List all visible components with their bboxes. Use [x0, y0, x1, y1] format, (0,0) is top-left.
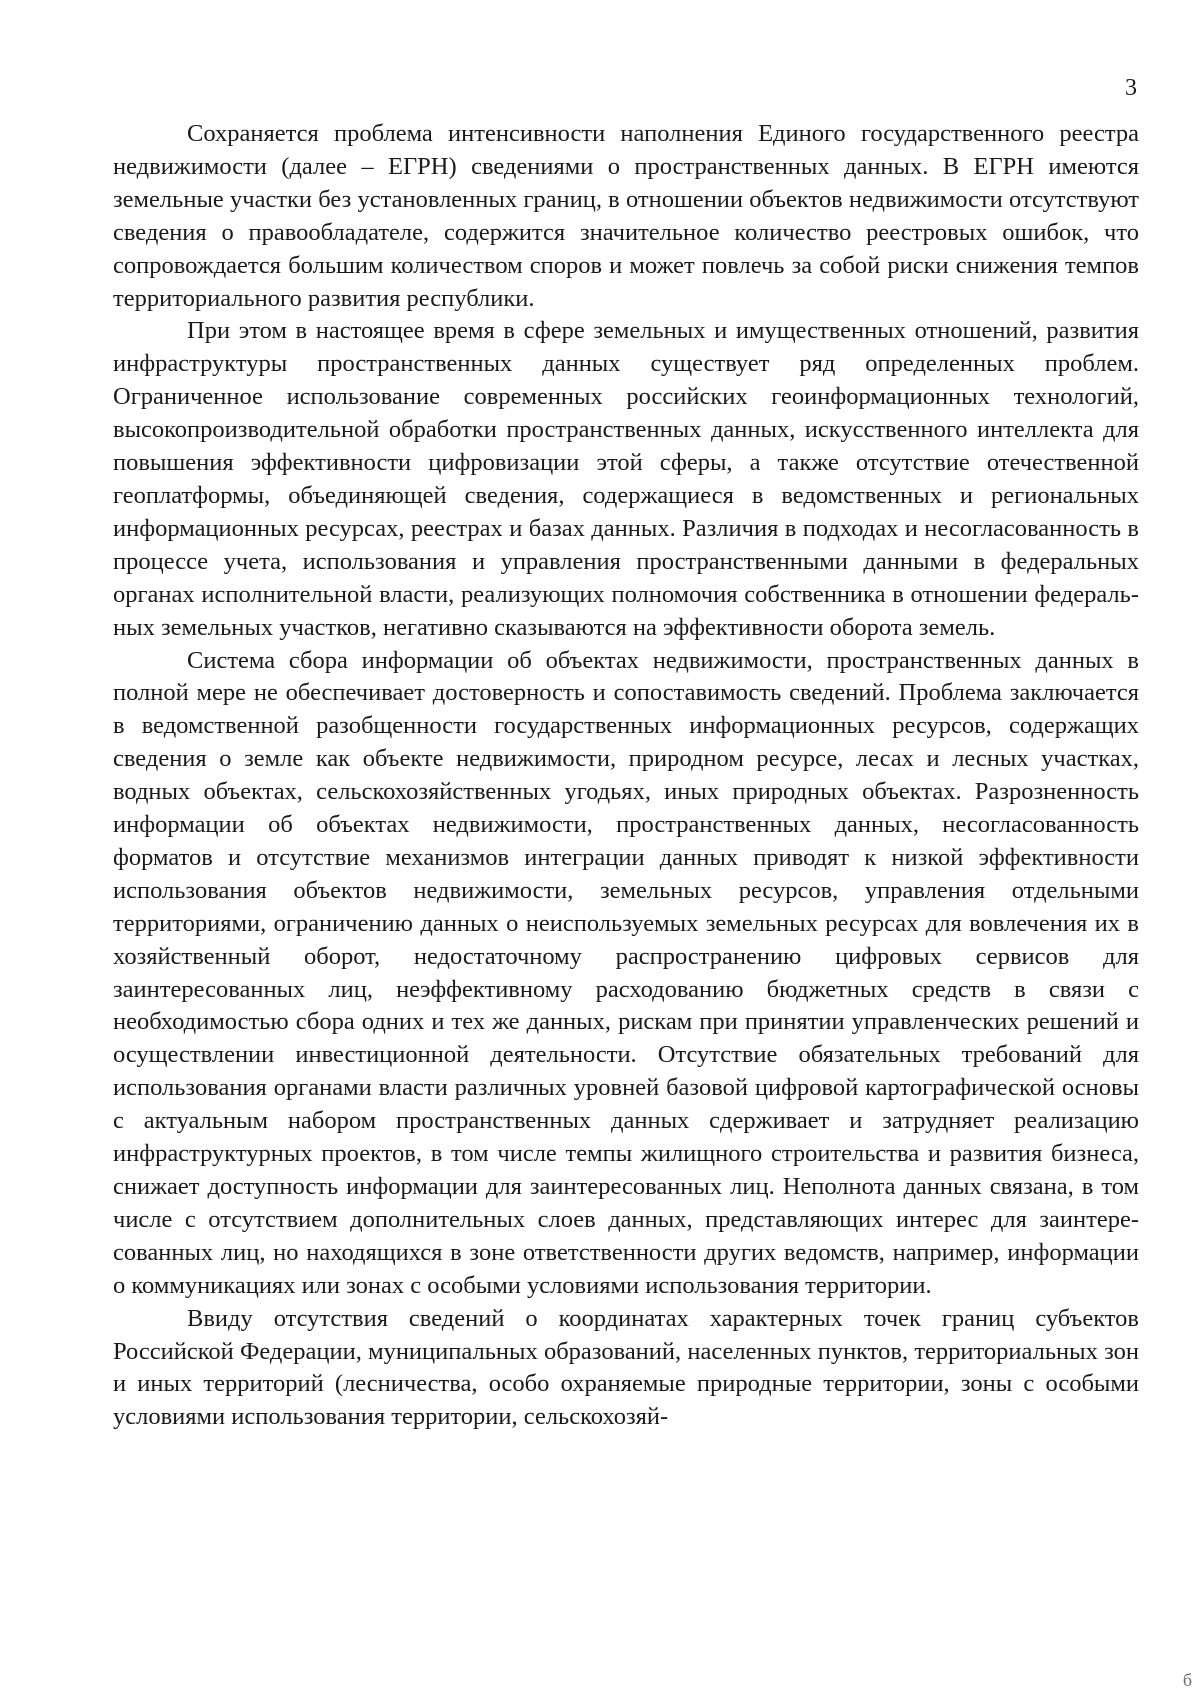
paragraph-egrn-problem: Сохраняется проблема интенсивности наполнения Единого государственного реестра недвижимости (далее – ЕГРН) сведениями о пространственных данных. В ЕГРН имеются земельные участки без установленных границ, в отношении объектов недвижимости отсутствуют сведения о правообладателе, содержится значительное количество реестровых ошибок, что сопровождается большим количеством споров и может повлечь за собой риски снижения темпов территориального развития республики. [113, 120, 1139, 312]
paragraph-boundary-coordinates: Ввиду отсутствия сведений о координатах характерных точек границ субъектов Российской Федерации, муниципальных образований, населенных пунктов, территориальных зон и иных территорий (лесничества, особо охраняемые природные территории, зоны с особыми условиями использования территории, сельскохозяй- [113, 1304, 1139, 1431]
corner-mark: б [1182, 1670, 1192, 1690]
paragraph-data-collection-system: Система сбора информации об объектах недвижимости, пространственных данных в полной мере не обеспечивает достоверность и сопоставимость сведений. Проблема заключается в ведомственной разобщенности государственных информационных ресурсов, содержащих сведения о земле как объекте недвижимости, природном ресурсе, лесах и лесных участках, водных объектах, сельскохозяйственных угодьях, иных природных объектах. Разрозненность информации об объектах недвижимости, пространственных данных, несогласованность форматов и отсутствие механизмов интеграции данных приводят к низкой эффективности использования объектов недвижимости, земельных ресурсов, управления отдельными территориями, ограничению данных о неиспользуемых земельных ресурсах для вовлечения их в хозяйственный оборот, недостаточному распространению цифровых сервисов для заинтересованных лиц, неэффективному расходованию бюджетных средств в связи с необходимостью сбора одних и тех же данных, рискам при принятии управленческих решений и осуществлении инвестиционной деятельности. Отсутствие обязательных требований для использования органами власти различных уровней базовой цифровой картографической основы с актуальным набором пространственных данных сдерживает и затрудняет реализацию инфраструктурных проектов, в том числе темпы жилищного строительства и развития бизнеса, снижает доступность информации для заинтересованных лиц. Неполнота данных связана, в том числе с отсутствием дополнительных слоев данных, представляющих интерес для заинтересованных лиц, но находящихся в зоне ответственности других ведомств, например, информации о коммуникациях или зонах с особыми условиями использования территории. [113, 646, 1139, 1299]
page-number: 3 [1125, 75, 1137, 101]
paragraph-spatial-data-problems: При этом в настоящее время в сфере земельных и имущественных отношений, развития инфраструктуры пространственных данных существует ряд определенных проблем. Ограниченное использование современных российских геоинформационных технологий, высокопроизводительной обработки пространственных данных, искусственного интеллекта для повышения эффективности цифровизации этой сферы, а также отсутствие отечественной геоплатформы, объединяющей сведения, содержащиеся в ведомственных и региональных информационных ресурсах, реестрах и базах данных. Различия в подходах и несогласованность в процессе учета, использования и управления пространственными данными в федеральных органах исполнительной власти, реализующих полномочия собственника в отношении федеральных земельных участков, негативно сказываются на эффективности оборота земель. [113, 317, 1139, 641]
body-text [113, 118, 1139, 1434]
